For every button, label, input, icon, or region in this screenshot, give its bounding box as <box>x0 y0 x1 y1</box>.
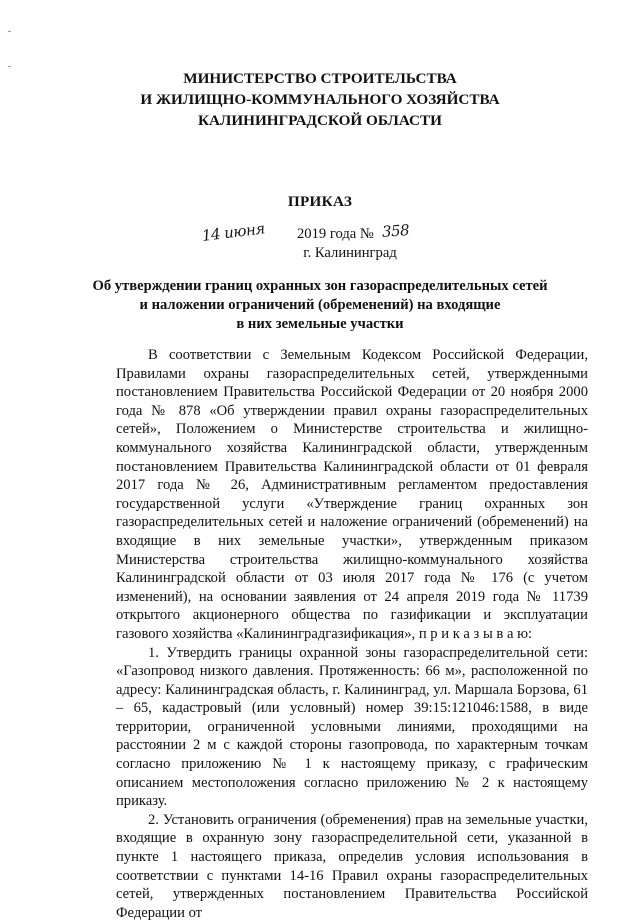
city-name: г. Калининград <box>303 245 397 261</box>
order-title-line: Об утверждении границ охранных зон газораспределительных сетей <box>92 278 548 294</box>
item-1-paragraph: 1. Утвердить границы охранной зоны газораспределительной сети: «Газопровод низкого давления. Протяженность: 66 м», расположенной по адресу: Калининградская область, г. Калининград, ул. Маршала Борзова, 61 – 65, кадастровый (или условный) номер 39:15:121046:1588, в виде территории, ограниченной условными линиями, проходящими на расстоянии 2 м с каждой стороны газопровода, по характерным точкам согласно приложению № 1 к настоящему приказу, с графическим описанием местоположения согласно приложению № 2 к настоящему приказу. <box>116 644 588 810</box>
document-type-heading: ПРИКАЗ <box>287 193 353 210</box>
order-title-line: и наложении ограничений (обременений) на входящие <box>139 297 501 313</box>
order-title-line: в них земельные участки <box>236 316 404 332</box>
handwritten-date: 14 июня <box>200 219 266 245</box>
order-year-text: 2019 года № <box>297 226 374 242</box>
ministry-header-line: КАЛИНИНГРАДСКОЙ ОБЛАСТИ <box>198 112 442 129</box>
preamble-paragraph: В соответствии с Земельным Кодексом Российской Федерации, Правилами охраны газораспределительных сетей, утвержденными постановлением Правительства Российской Федерации от 20 ноября 2000 года № 878 «Об утверждении правил охраны газораспределительных сетей», Положением о Министерстве строительства и жилищно-коммунального хозяйства Калининградской области, утвержденным постановлением Правительства Калининградской области от 01 февраля 2017 года № 26, Административным регламентом предоставления государственной услуги «Утверждение границ охранных зон газораспределительных сетей и наложение ограничений (обременений) на входящие в них земельные участки», утвержденным приказом Министерства строительства жилищно-коммунального хозяйства Калининградской области от 03 июля 2017 года № 176 (с учетом изменений), на основании заявления от 24 апреля 2019 года № 11739 открытого акционерного общества по газификации и эксплуатации газового хозяйства «Калининградгазификация», п р и к а з ы в а ю: <box>116 347 588 642</box>
handwritten-order-number: 358 <box>381 221 410 241</box>
ministry-header-line: И ЖИЛИЩНО-КОММУНАЛЬНОГО ХОЗЯЙСТВА <box>140 91 500 108</box>
scan-artifact <box>8 31 11 32</box>
order-title <box>0 277 640 334</box>
ministry-header <box>0 68 640 131</box>
item-2-paragraph: 2. Установить ограничения (обременения) прав на земельные участки, входящие в охранную зону газораспределительной сети, указанной в пункте 1 настоящего приказа, определив условия использования в соответствии с пунктами 14-16 Правил охраны газораспределительных сетей, утвержденных постановлением Правительства Российской Федерации от <box>116 811 588 921</box>
ministry-header-line: МИНИСТЕРСТВО СТРОИТЕЛЬСТВА <box>183 70 457 87</box>
scan-artifact <box>8 66 11 67</box>
order-body <box>116 346 588 922</box>
